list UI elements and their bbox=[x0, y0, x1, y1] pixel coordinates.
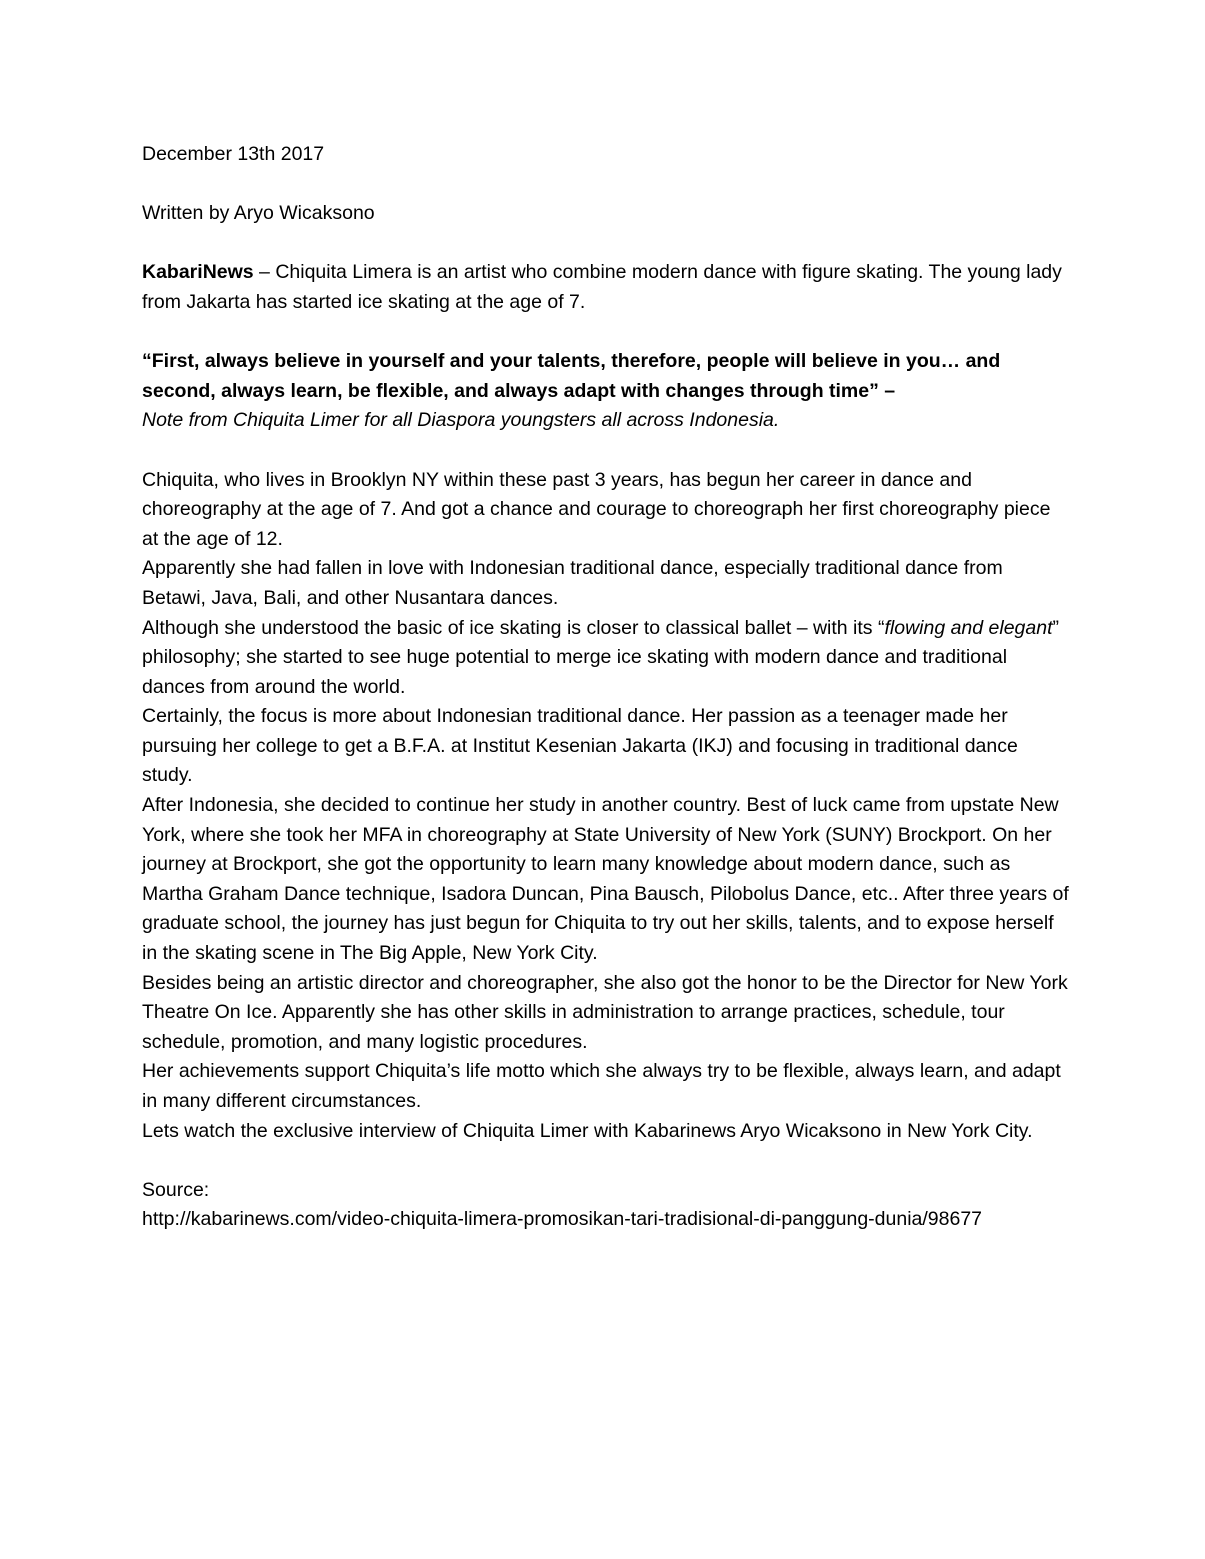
body-paragraph-7: Her achievements support Chiquita’s life motto which she always try to be flexible, always learn, and adapt in many different circumstances. bbox=[142, 1060, 1061, 1112]
body-paragraph-8: Lets watch the exclusive interview of Chiquita Limer with Kabarinews Aryo Wicaksono in New York City. bbox=[142, 1119, 1033, 1142]
quote-text: “First, always believe in yourself and your talents, therefore, people will believe in you… and second, always learn, be flexible, and always adapt with changes through time” – bbox=[142, 350, 1001, 402]
quote-attribution: Note from Chiquita Limer for all Diaspora youngsters all across Indonesia. bbox=[142, 409, 780, 432]
article-date: December 13th 2017 bbox=[142, 143, 325, 165]
body-paragraph-5: After Indonesia, she decided to continue her study in another country. Best of luck came from upstate New York, where she took her MFA in choreography at State University of New York (SUNY) Brockport. On her journey at Brockport, she got the opportunity to learn many knowledge about modern dance, such as Martha Graham Dance technique, Isadora Duncan, Pina Bausch, Pilobolus Dance, etc.. After three years of graduate school, the journey has just begun for Chiquita to try out her skills, talents, and to expose herself in the skating scene in The Big Apple, New York City. bbox=[142, 794, 1069, 965]
article-author: Written by Aryo Wicaksono bbox=[142, 202, 375, 225]
body-paragraph-3 bbox=[142, 614, 1072, 703]
body-paragraph-6: Besides being an artistic director and choreographer, she also got the honor to be the Director for New York Theatre On Ice. Apparently she has other skills in administration to arrange practices, schedule, tour schedule, promotion, and many logistic procedures. bbox=[142, 971, 1068, 1053]
body-paragraph-3-start: Although she understood the basic of ice skating is closer to classical ballet – with its “ bbox=[142, 616, 885, 639]
body-paragraph-3-end: ” philosophy; she started to see huge potential to merge ice skating with modern dance and traditional dances from around the world. bbox=[142, 616, 1060, 698]
lead-paragraph bbox=[142, 258, 1072, 317]
source-block bbox=[142, 1176, 1072, 1235]
body-paragraph-2: Apparently she had fallen in love with Indonesian traditional dance, especially traditional dance from Betawi, Java, Bali, and other Nusantara dances. bbox=[142, 557, 1003, 609]
body-paragraph-4: Certainly, the focus is more about Indonesian traditional dance. Her passion as a teenager made her pursuing her college to get a B.F.A. at Institut Kesenian Jakarta (IKJ) and focusing in traditional dance study. bbox=[142, 705, 1018, 787]
document-page bbox=[142, 140, 1072, 1235]
source-label: Source: bbox=[142, 1178, 210, 1201]
source-url[interactable]: http://kabarinews.com/video-chiquita-limera-promosikan-tari-tradisional-di-panggung-dunia/98677 bbox=[142, 1208, 983, 1231]
lead-text: – Chiquita Limera is an artist who combine modern dance with figure skating. The young lady from Jakarta has started ice skating at the age of 7. bbox=[142, 261, 1062, 313]
body-paragraph-1: Chiquita, who lives in Brooklyn NY within these past 3 years, has begun her career in dance and choreography at the age of 7. And got a chance and courage to choreograph her first choreography piece at the age of 12. bbox=[142, 468, 1051, 550]
brand-name: KabariNews bbox=[142, 261, 254, 284]
pull-quote bbox=[142, 347, 1072, 436]
article-body bbox=[142, 466, 1072, 1147]
body-paragraph-3-italic: flowing and elegant bbox=[884, 616, 1053, 639]
